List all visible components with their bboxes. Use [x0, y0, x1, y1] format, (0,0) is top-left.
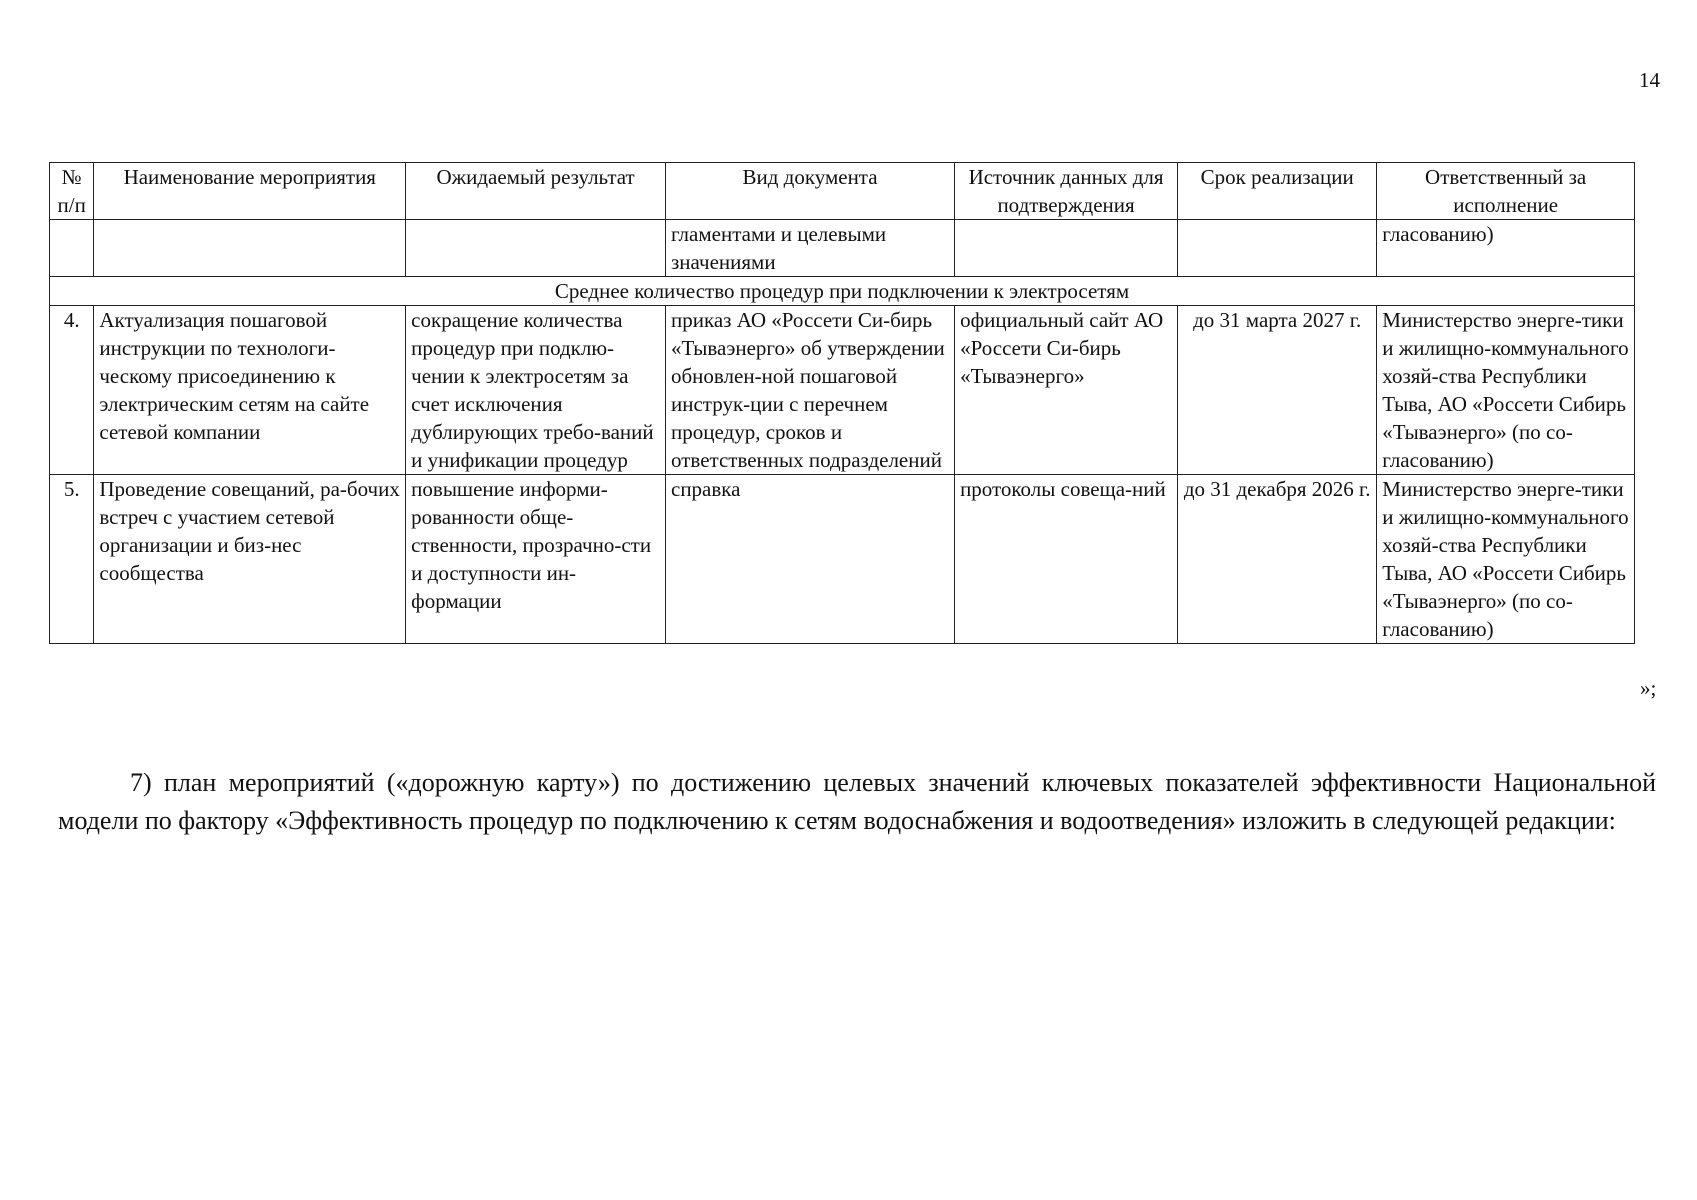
body-paragraph: 7) план мероприятий («дорожную карту») по достижению целевых значений ключевых показателей эффективности Национальной модели по фактору «Эффективность процедур по подключению к сетям водоснабжения и водоотведения» изложить в следующей редакции:: [58, 768, 1656, 835]
cell-source: официальный сайт АО «Россети Си-бирь «Тываэнерго»: [955, 306, 1178, 475]
table-row: [50, 306, 1635, 475]
header-event-name: Наименование мероприятия: [94, 163, 406, 220]
cell-source: протоколы совеща-ний: [955, 475, 1178, 644]
table-header-row: [50, 163, 1635, 220]
cell-responsible: Министерство энерге-тики и жилищно-коммунального хозяй-ства Республики Тыва, АО «Россети Сибирь «Тываэнерго» (по со-гласованию): [1377, 475, 1635, 644]
cell-responsible: гласованию): [1377, 220, 1635, 277]
cell-number: 5.: [50, 475, 94, 644]
cell-result: сокращение количества процедур при подклю-чении к электросетям за счет исключения дублирующих требо-ваний и унификации процедур: [406, 306, 666, 475]
cell-name: Актуализация пошаговой инструкции по технологи-ческому присоединению к электрическим сетям на сайте сетевой компании: [94, 306, 406, 475]
roadmap-table: [49, 162, 1635, 644]
header-expected-result: Ожидаемый результат: [406, 163, 666, 220]
page-number: 14: [1639, 68, 1660, 92]
table-row: [50, 475, 1635, 644]
section-title: Среднее количество процедур при подключении к электросетям: [50, 277, 1635, 306]
header-data-source: Источник данных для подтверждения: [955, 163, 1178, 220]
cell-document: гламентами и целевыми значениями: [666, 220, 955, 277]
table-section-row: [50, 277, 1635, 306]
cell-name: Проведение совещаний, ра-бочих встреч с участием сетевой организации и биз-нес сообщества: [94, 475, 406, 644]
header-deadline: Срок реализации: [1178, 163, 1377, 220]
cell-source: [955, 220, 1178, 277]
cell-deadline: [1178, 220, 1377, 277]
header-number: № п/п: [50, 163, 94, 220]
cell-result: [406, 220, 666, 277]
cell-deadline: до 31 марта 2027 г.: [1178, 306, 1377, 475]
cell-result: повышение информи-рованности обще-ственности, прозрачно-сти и доступности ин-формации: [406, 475, 666, 644]
cell-responsible: Министерство энерге-тики и жилищно-коммунального хозяй-ства Республики Тыва, АО «Россети Сибирь «Тываэнерго» (по со-гласованию): [1377, 306, 1635, 475]
cell-number: [50, 220, 94, 277]
cell-name: [94, 220, 406, 277]
closing-quote-mark: »;: [1640, 676, 1657, 700]
header-document-type: Вид документа: [666, 163, 955, 220]
cell-deadline: до 31 декабря 2026 г.: [1178, 475, 1377, 644]
header-responsible: Ответственный за исполнение: [1377, 163, 1635, 220]
cell-document: справка: [666, 475, 955, 644]
table-row-continuation: [50, 220, 1635, 277]
cell-document: приказ АО «Россети Си-бирь «Тываэнерго» об утверждении обновлен-ной пошаговой инструк-ции с перечнем процедур, сроков и ответственных подразделений: [666, 306, 955, 475]
cell-number: 4.: [50, 306, 94, 475]
